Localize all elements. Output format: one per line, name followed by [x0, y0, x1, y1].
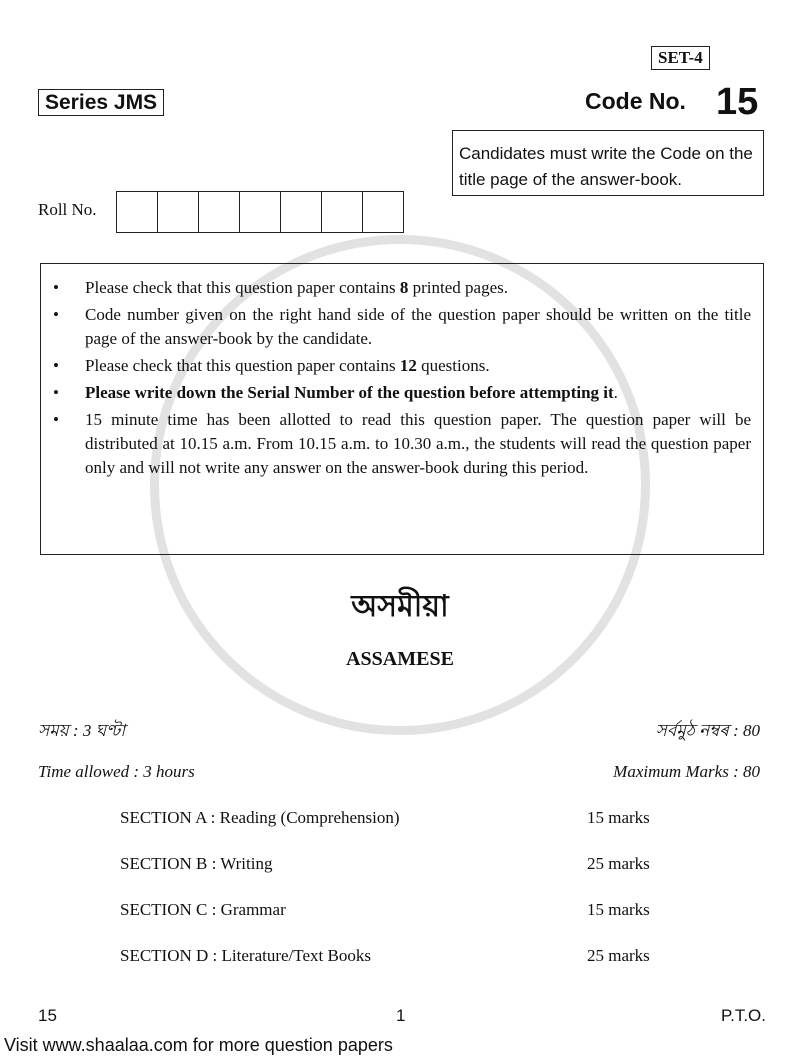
roll-digit-box — [281, 192, 322, 232]
footer-pto: P.T.O. — [720, 1006, 766, 1025]
roll-digit-box — [322, 192, 363, 232]
footer-visit-link[interactable]: Visit www.shaalaa.com for more question papers — [4, 1035, 393, 1055]
candidate-note: Candidates must write the Code on the title page of the answer-book. — [452, 130, 764, 196]
roll-digit-box — [117, 192, 158, 232]
instruction-item: • Please check that this question paper contains 12 questions. — [53, 356, 490, 375]
set-badge: SET-4 — [651, 46, 710, 70]
time-allowed: Time allowed : 3 hours — [38, 762, 195, 781]
section-d-name: SECTION D : Literature/Text Books — [120, 946, 371, 965]
roll-number-boxes — [116, 191, 404, 233]
footer-code: 15 — [38, 1006, 57, 1025]
section-c-marks: 15 marks — [587, 900, 650, 919]
instruction-item: • Code number given on the right hand side of the question paper should be written on the title page of the answer-book by the candidate. — [53, 305, 751, 348]
section-a-name: SECTION A : Reading (Comprehension) — [120, 808, 400, 827]
section-a-marks: 15 marks — [587, 808, 650, 827]
section-d-marks: 25 marks — [587, 946, 650, 965]
maximum-marks: Maximum Marks : 80 — [613, 762, 760, 781]
footer-page-number: 1 — [396, 1006, 406, 1025]
section-b-marks: 25 marks — [587, 854, 650, 873]
roll-label: Roll No. — [38, 200, 97, 219]
instructions-box — [40, 263, 764, 555]
time-assamese: সময় : 3 ঘণ্টা — [38, 721, 126, 740]
code-number: 15 — [716, 81, 759, 123]
section-b-name: SECTION B : Writing — [120, 854, 273, 873]
roll-digit-box — [240, 192, 281, 232]
instruction-item: • Please check that this question paper contains 8 printed pages. — [53, 278, 508, 297]
roll-digit-box — [158, 192, 199, 232]
title-assamese: অসমীয়া — [351, 590, 449, 623]
title-english: ASSAMESE — [346, 648, 454, 670]
marks-assamese: সৰ্বমুঠ নম্বৰ : 80 — [655, 721, 760, 740]
series-badge: Series JMS — [38, 89, 164, 116]
roll-digit-box — [199, 192, 240, 232]
code-label: Code No. — [585, 88, 686, 114]
instruction-item: • Please write down the Serial Number of the question before attempting it. — [53, 383, 618, 402]
section-c-name: SECTION C : Grammar — [120, 900, 286, 919]
roll-digit-box — [363, 192, 403, 232]
instruction-item: • 15 minute time has been allotted to read this question paper. The question paper will be distributed at 10.15 a.m. From 10.15 a.m. to 10.30 a.m., the students will read the question paper only and will not write any answer on the answer-book during this period. — [53, 410, 751, 477]
